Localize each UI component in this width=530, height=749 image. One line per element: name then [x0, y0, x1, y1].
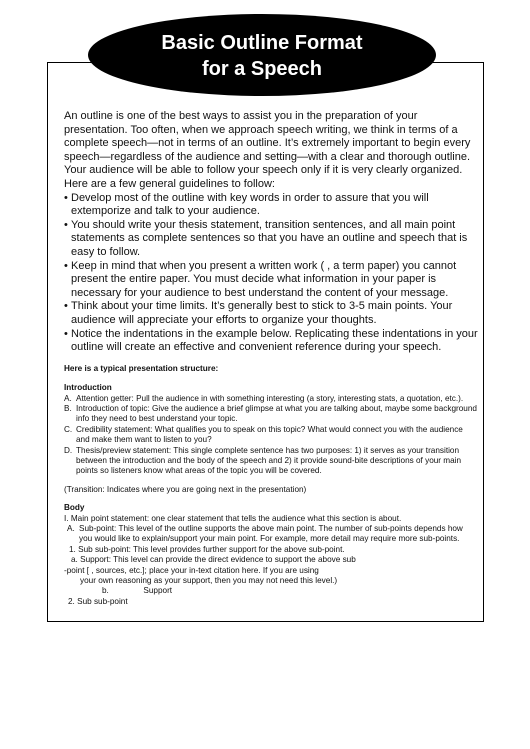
guideline-bullet — [64, 192, 478, 219]
introduction-item: C. Credibility statement: What qualifies you to speak on this topic? What would connect you with the audience and make them want to listen to you? — [64, 424, 463, 445]
guideline-text: Notice the indentations in the example below. Replicating these indentations in your outline will create an effective and convenient reference during your speech. — [71, 327, 478, 354]
introduction-item: D. Thesis/preview statement: This single complete sentence has two purposes: 1) it serves as your transition between the introduction and the body of the speech and 2) it provide sound-bite descriptions of your main points so listeners know what areas of the topic you will be covered. — [64, 445, 462, 476]
introduction-heading: Introduction — [64, 383, 112, 393]
bullet-icon: • — [64, 300, 68, 313]
support-b: b. Support — [102, 586, 173, 596]
sub-point: A. Sub-point: This level of the outline supports the above main point. The number of sub-points depends how you would like to explain/support your main point. For example, more detail may require more sub-points. — [67, 523, 463, 544]
body-section — [64, 503, 478, 607]
guideline-text: You should write your thesis statement, transition sentences, and all main point statements as complete sentences so that you have an outline and speech that is easy to follow. — [71, 218, 468, 258]
guideline-text: Develop most of the outline with key words in order to assure that you will extemporize and talk to your audience. — [71, 191, 429, 218]
title-line-1: Basic Outline Format — [161, 32, 363, 54]
introduction-section — [64, 383, 478, 477]
support-a-line: your own reasoning as your support, then you may not need this level.) — [80, 576, 338, 585]
main-point: I. Main point statement: one clear statement that tells the audience what this section is about. — [64, 513, 402, 523]
introduction-item: A. Attention getter: Pull the audience in with something interesting (a story, interesting stats, a quotation, etc.). — [64, 393, 464, 403]
guideline-bullet — [64, 300, 478, 327]
title-line-2: for a Speech — [201, 58, 323, 80]
guideline-bullet — [64, 219, 478, 260]
introduction-item: B. Introduction of topic: Give the audience a brief glimpse at what you are talking about, maybe some background info they need to best understand your topic. — [64, 403, 477, 424]
bullet-icon: • — [64, 259, 68, 272]
page-title — [88, 30, 436, 82]
bullet-icon: • — [64, 191, 68, 204]
transition-note: (Transition: Indicates where you are going next in the presentation) — [64, 484, 307, 494]
body-heading: Body — [64, 503, 85, 513]
sub-sub-point: 2. Sub sub-point — [68, 596, 128, 606]
support-a-line: a. Support: This level can provide the direct evidence to support the above sub — [71, 555, 356, 565]
intro-paragraph: An outline is one of the best ways to assist you in the preparation of your presentation. Too often, when we approach speech writing, we think in terms of a complete speech—not in terms of an outline. It’s extremely important to begin every speech—regardless of the audience and setting—with a clear and thorough outline. Your audience will be able to follow your speech only if it is very clearly organized. Here are a few general guidelines to follow: — [64, 110, 471, 190]
bullet-icon: • — [64, 218, 68, 231]
guideline-text: Keep in mind that when you present a written work ( , a term paper) you cannot present the entire paper. You must decide what information in your paper is necessary for your audience to best understand the content of your message. — [71, 259, 457, 299]
guideline-text: Think about your time limits. It’s generally best to stick to 3-5 main points. Your audience will appreciate your efforts to organize your thoughts. — [71, 300, 453, 326]
support-a-line: -point [ , sources, etc.]; place your in-text citation here. If you are using — [64, 565, 319, 575]
sub-sub-point: 1. Sub sub-point: This level provides further support for the above sub-point. — [69, 544, 345, 554]
structure-heading: Here is a typical presentation structure: — [64, 363, 219, 373]
guideline-bullet — [64, 328, 478, 355]
bullet-icon: • — [64, 327, 68, 340]
document-body — [64, 110, 478, 607]
guideline-bullet — [64, 260, 478, 301]
